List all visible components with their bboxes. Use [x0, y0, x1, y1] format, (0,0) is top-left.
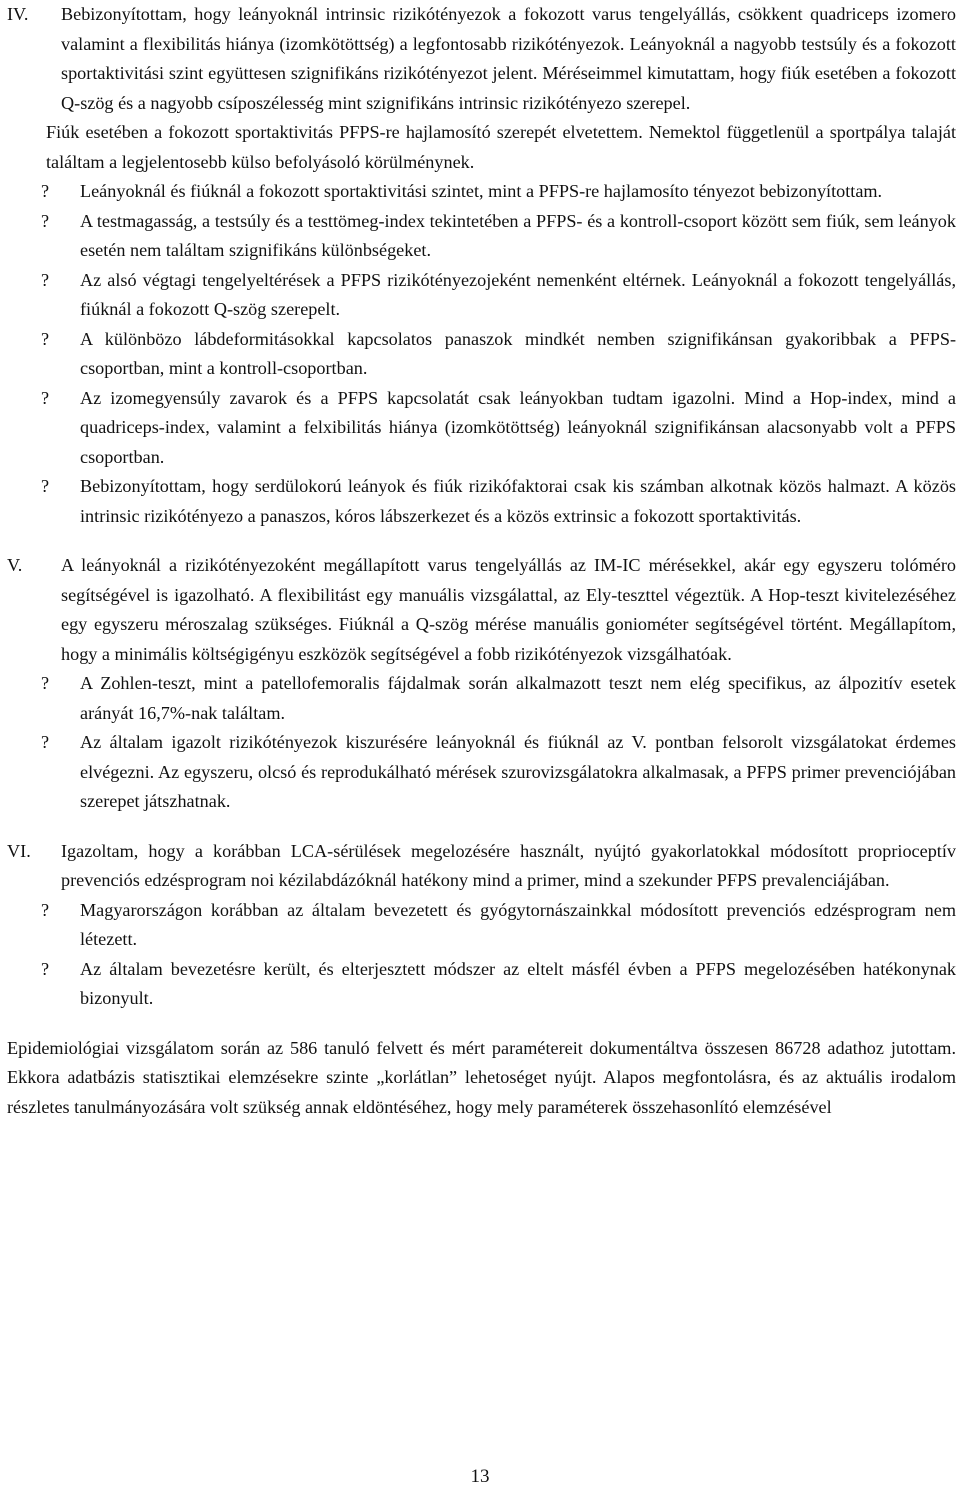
list-item-text: Az általam igazolt rizikótényezok kiszurésére leányoknál és fiúknál az V. pontban felsorolt vizsgálatokat érdemes elvégezni. Az egyszeru, olcsó és reprodukálható mérések szurovizsgálatokra alkalmasak, a PFPS primer prevenciójában szerepet játszhatnak. [80, 732, 956, 811]
bullet-mark: ? [41, 899, 50, 920]
bullet-mark: ? [41, 210, 50, 231]
bullet-mark: ? [41, 328, 50, 349]
section-paragraph: Fiúk esetében a fokozott sportaktivitás PFPS-re hajlamosító szerepét elvetettem. Nemektol függetlenül a sportpálya talaját találtam a legjelentosebb külso befolyásoló körülménynek. [46, 122, 956, 172]
list-item-text: Az alsó végtagi tengelyeltérések a PFPS rizikótényezojeként nemenként eltérnek. Leányoknál a fokozott tengelyállás, fiúknál a fokozott Q-szög szerepelt. [80, 269, 956, 319]
section-gap [7, 817, 956, 837]
list-item [41, 669, 956, 728]
list-item [41, 207, 956, 266]
section-number: VI. [7, 840, 31, 861]
list-item-text: Az általam bevezetésre került, és elterjesztett módszer az eltelt másfél évben a PFPS megelozésében hatékonynak bizonyult. [80, 958, 956, 1008]
bullet-mark: ? [41, 732, 50, 752]
bullet-mark: ? [41, 387, 50, 408]
list-item-text: Leányoknál és fiúknál a fokozott sportaktivitási szintet, mint a PFPS-re hajlamosíto tényezot bebizonyítottam. [80, 181, 883, 201]
bullet-mark: ? [41, 269, 50, 290]
section-number: IV. [7, 4, 29, 24]
bullet-mark: ? [41, 476, 50, 496]
section-gap [7, 531, 956, 551]
list-item [41, 472, 956, 531]
section-iv [7, 0, 956, 531]
closing-block [7, 1034, 956, 1123]
bullet-mark: ? [41, 958, 50, 979]
list-item [41, 384, 956, 473]
list-item [41, 955, 956, 1014]
section-paragraph: Bebizonyítottam, hogy leányoknál intrinsic rizikótényezok a fokozott varus tengelyállás, csökkent quadriceps izomero valamint a flexibilitás hiánya (izomkötöttség) a legfontosabb rizikótényezok. Leányoknál a nagyobb testsúly és a fokozott sportaktivitási szint együttesen szignifikáns rizikótényezot jelent. Méréseimmel kimutattam, hogy fiúk esetében a fokozott Q-szög és a nagyobb csíposzélesség mint szignifikáns intrinsic rizikótényezo szerepel. [61, 4, 956, 113]
bullet-mark: ? [41, 181, 50, 201]
page-number: 13 [470, 1466, 490, 1487]
list-item-text: Az izomegyensúly zavarok és a PFPS kapcsolatát csak leányokban tudtam igazolni. Mind a Hop-index, mind a quadriceps-index, valamint a felxibilitás hiánya (izomkötöttség) leányoknál szignifikánsan alacsonyabb volt a PFPS csoportban. [80, 387, 956, 467]
list-item-text: Magyarországon korábban az általam bevezetett és gyógytornászainkkal módosított prevenciós edzésprogram nem létezett. [80, 899, 956, 949]
list-item-text: A különbözo lábdeformitásokkal kapcsolatos panaszok mindkét nemben szignifikánsan gyakoribbak a PFPS-csoportban, mint a kontroll-csoportban. [80, 328, 956, 378]
list-item-text: Bebizonyítottam, hogy serdülokorú leányok és fiúk rizikófaktorai csak kis számban alkotnak közös halmazt. A közös intrinsic rizikótényezo a panaszos, kóros lábszerkezet és a közös extrinsic a fokozott sportaktivitás. [80, 476, 956, 526]
section-number: V. [7, 555, 23, 575]
list-item [41, 266, 956, 325]
section-vi [7, 837, 956, 1014]
list-item-text: A testmagasság, a testsúly és a testtömeg-index tekintetében a PFPS- és a kontroll-csoport között sem fiúk, sem leányok esetén nem találtam szignifikáns különbségeket. [80, 210, 956, 260]
section-paragraph: A leányoknál a rizikótényezoként megállapított varus tengelyállás az IM-IC mérésekkel, akár egy egyszeru tolóméro segítségével is igazolható. A flexibilitást egy manuális vizsgálattal, az Ely-teszttel végeztük. A Hop-teszt kivitelezéséhez egy egyszeru méroszalag szükséges. Fiúknál a Q-szög mérése manuális goniométer segítségével történt. Megállapítom, hogy a minimális költségigényu eszközök segítségével a fobb rizikótényezok vizsgálhatóak. [61, 555, 956, 664]
list-item [41, 177, 956, 207]
list-item [41, 728, 956, 817]
section-paragraph: Igazoltam, hogy a korábban LCA-sérülések megelozésére használt, nyújtó gyakorlatokkal módosított proprioceptív prevenciós edzésprogram noi kézilabdázóknál hatékony mind a primer, mind a szekunder PFPS prevalenciájában. [61, 840, 956, 890]
closing-paragraph: Epidemiológiai vizsgálatom során az 586 tanuló felvett és mért paramétereit dokumentáltva összesen 86728 adathoz jutottam. Ekkora adatbázis statisztikai elemzésekre szinte „korlátlan” lehetoséget nyújt. Alapos megfontolásra, és az aktuális irodalom részletes tanulmányozására volt szükség annak eldöntéséhez, hogy mely paraméterek összehasonlító elemzésével [7, 1037, 956, 1117]
section-v [7, 551, 956, 817]
bullet-mark: ? [41, 673, 50, 693]
list-item [41, 325, 956, 384]
list-item [41, 896, 956, 955]
list-item-text: A Zohlen-teszt, mint a patellofemoralis fájdalmak során alkalmazott teszt nem elég specifikus, az álpozitív esetek arányát 16,7%-nak találtam. [80, 673, 956, 723]
